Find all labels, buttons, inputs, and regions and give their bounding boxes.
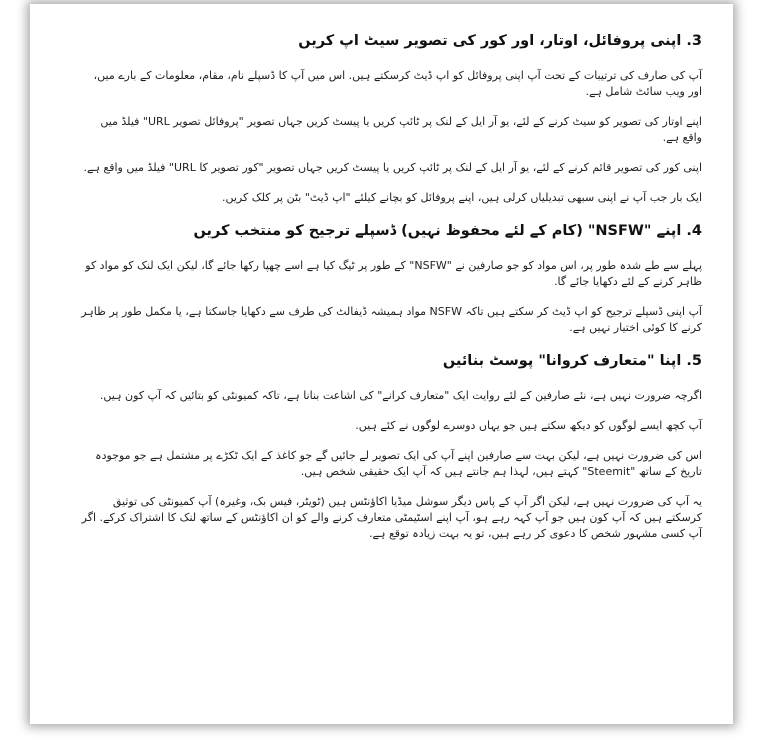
paragraph: آپ اپنی ڈسپلے ترجیح کو اپ ڈیٹ کر سکتے ہیں تاکہ NSFW مواد ہمیشہ ڈیفالٹ کی طرف سے دکھایا جاسکتا ہے، یا مکمل طور پر ظاہر کرنے کا کوئی اختیار نہیں ہے. xyxy=(81,305,702,334)
paragraph: یہ آپ کی ضرورت نہیں ہے، لیکن اگر آپ کے پاس دیگر سوشل میڈیا اکاؤنٹس ہیں (ٹویٹر، فیس بک، وغیرہ) آپ کمیونٹی کی توثیق کرسکتے ہیں کہ آپ کون ہیں جو آپ کہہ رہے ہو، آپ اپنے اسٹیمٹی متعارف کرنے والے کو ان اکاؤنٹس کے ساتھ لنک کا اشتراک کرکے. اگر آپ کسی مشہور شخص کا دعوی کر رہے ہیں، تو یہ بہت زیادہ توقع ہے. xyxy=(81,495,702,540)
paragraph: اپنے اوتار کی تصویر کو سیٹ کرنے کے لئے، یو آر ایل کے لنک پر ٹائپ کریں یا پیسٹ کریں جہاں تصویر "پروفائل تصویر URL" فیلڈ میں واقع ہے. xyxy=(100,115,702,144)
paragraph: اپنی کور کی تصویر قائم کرنے کے لئے، یو آر ایل کے لنک پر ٹائپ کریں یا پیسٹ کریں جہاں تصویر "کور تصویر کا URL" فیلڈ میں واقع ہے. xyxy=(83,161,702,174)
document-page xyxy=(30,4,733,724)
document-content xyxy=(80,30,702,556)
section-profile-setup xyxy=(80,30,702,206)
paragraph: اس کی ضرورت نہیں ہے، لیکن بہت سے صارفین اپنے آپ کی ایک تصویر لے جائیں گے جو کاغذ کے ایک ٹکڑے پر مشتمل ہے جو موجودہ تاریخ کے ساتھ "Steemit" کہتے ہیں، لہذا ہم جانتے ہیں کہ آپ ایک حقیقی شخص ہیں. xyxy=(95,449,702,478)
section-nsfw-preference xyxy=(80,220,702,336)
paragraph: اگرچہ ضرورت نہیں ہے، نئے صارفین کے لئے روایت ایک "متعارف کرانے" کی اشاعت بنانا ہے، تاکہ کمیونٹی کو بتائیں کہ آپ کون ہیں. xyxy=(99,389,702,402)
section-heading: 3. اپنی پروفائل، اوتار، اور کور کی تصویر سیٹ اپ کریں xyxy=(298,33,702,49)
paragraph: آپ کی صارف کی ترتیبات کے تحت آپ اپنی پروفائل کو اپ ڈیٹ کرسکتے ہیں. اس میں آپ کا ڈسپلے نام، مقام، معلومات کے بارے میں، اور ویب سائٹ شامل ہے. xyxy=(93,69,702,98)
paragraph: آپ کچھ ایسے لوگوں کو دیکھ سکتے ہیں جو یہاں دوسرے لوگوں نے کئے ہیں. xyxy=(355,419,702,432)
section-heading: 4. اپنے "NSFW" (کام کے لئے محفوظ نہیں) ڈسپلے ترجیح کو منتخب کریں xyxy=(193,223,702,239)
paragraph: ایک بار جب آپ نے اپنی سبھی تبدیلیاں کرلی ہیں، اپنے پروفائل کو بچانے کیلئے "اپ ڈیٹ" بٹن پر کلک کریں. xyxy=(221,191,702,204)
section-introduction-post xyxy=(80,350,702,542)
section-heading: 5. اپنا "متعارف کروانا" پوسٹ بنائیں xyxy=(442,353,702,369)
paragraph: پہلے سے طے شدہ طور پر، اس مواد کو جو صارفین نے "NSFW" کے طور پر ٹیگ کیا ہے اسے چھپا رکھا جائے گا، لیکن ایک لنک کو مواد کو ظاہر کرنے کے لئے دکھایا جائے گا. xyxy=(85,259,702,288)
